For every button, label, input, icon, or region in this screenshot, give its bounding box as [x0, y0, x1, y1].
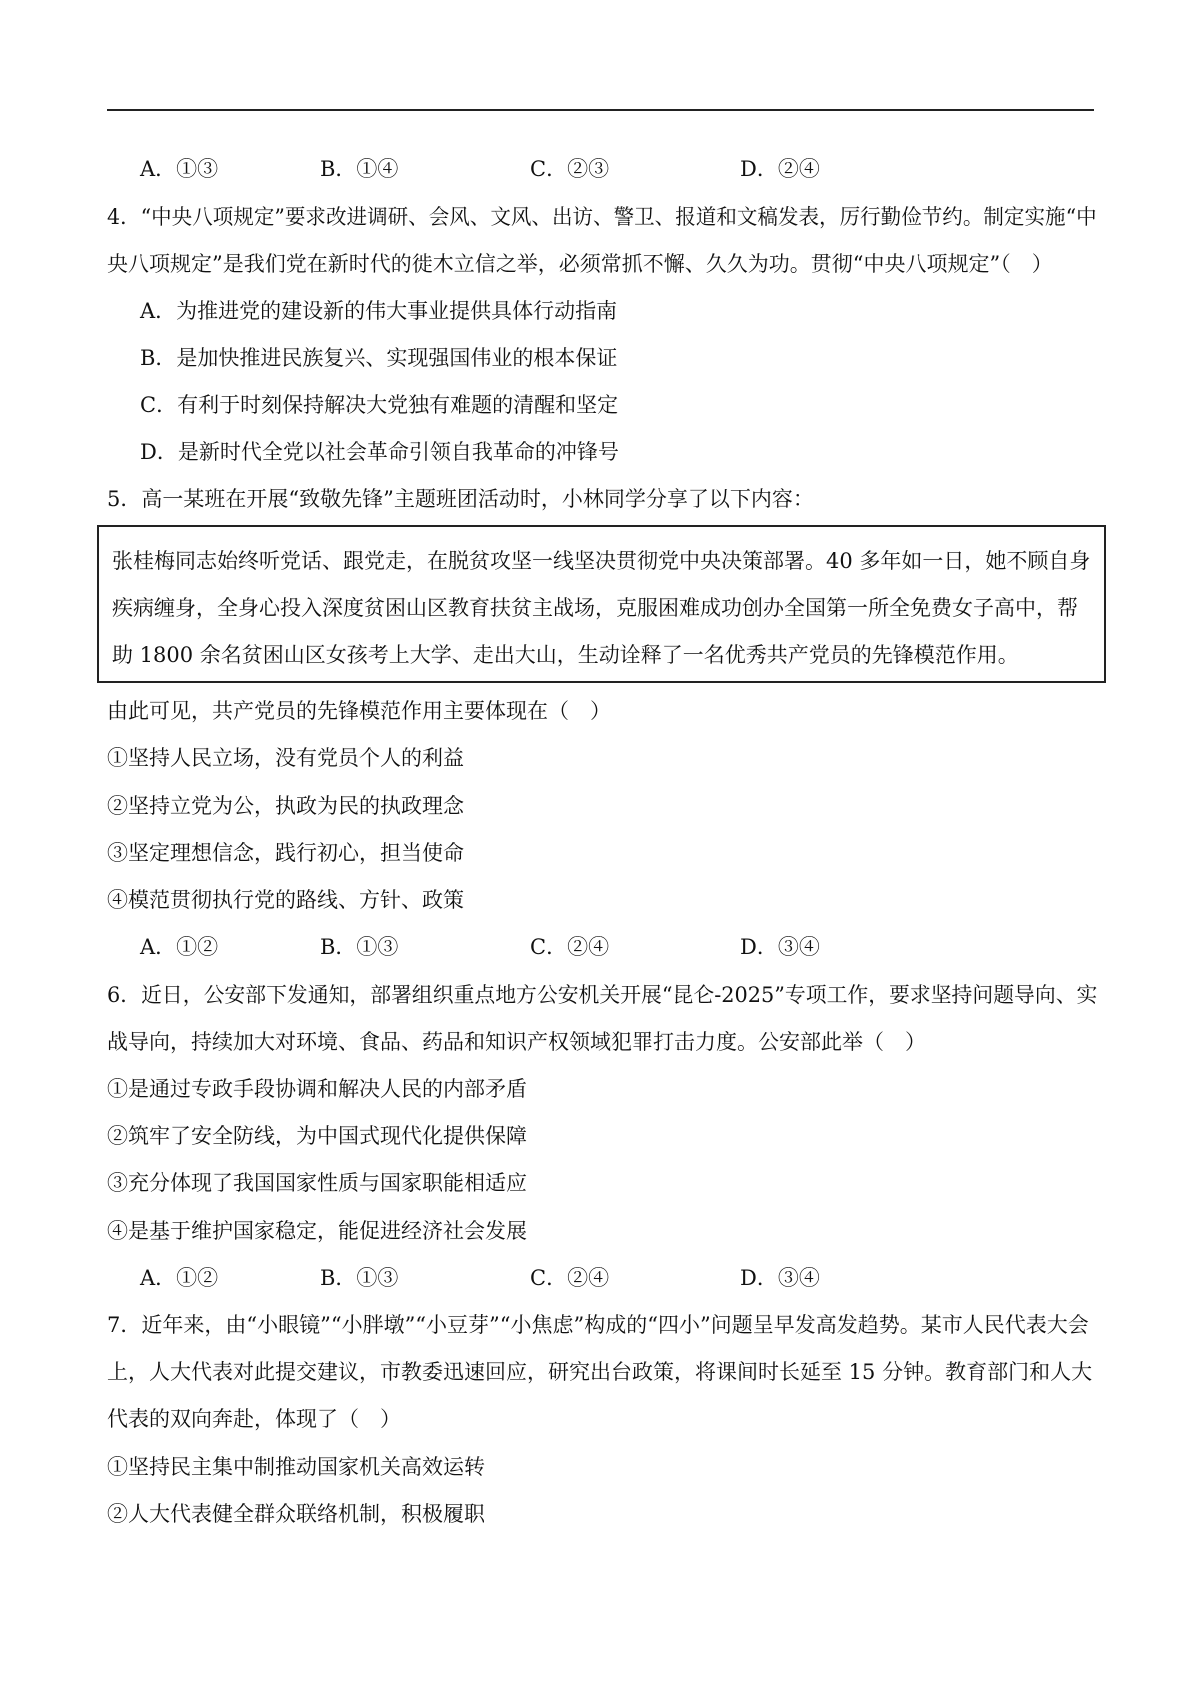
q4-choice-a: A．为推进党的建设新的伟大事业提供具体行动指南 [140, 299, 618, 323]
q5-item-1: ①坚持人民立场，没有党员个人的利益 [107, 746, 464, 770]
q6-item-4: ④是基于维护国家稳定，能促进经济社会发展 [107, 1219, 527, 1243]
q6-option-c: C．②④ [530, 1266, 610, 1290]
q5-item-3: ③坚定理想信念，践行初心，担当使命 [107, 841, 464, 865]
q5-material-line-2: 疾病缠身，全身心投入深度贫困山区教育扶贫主战场，克服困难成功创办全国第一所全免费女子高中，帮 [112, 596, 1078, 620]
q6-item-2: ②筑牢了安全防线，为中国式现代化提供保障 [107, 1124, 527, 1148]
q4-choice-b: B．是加快推进民族复兴、实现强国伟业的根本保证 [140, 346, 618, 370]
q5-stem: 5．高一某班在开展“致敬先锋”主题班团活动时，小林同学分享了以下内容： [107, 487, 814, 511]
q4-stem-line-1: 4．“中央八项规定”要求改进调研、会风、文风、出访、警卫、报道和文稿发表，厉行勤俭节约。制定实施“中 [107, 205, 1097, 229]
q3-options [140, 155, 940, 183]
q6-options [140, 1264, 940, 1292]
q6-item-1: ①是通过专政手段协调和解决人民的内部矛盾 [107, 1077, 527, 1101]
q7-stem-line-1: 7．近年来，由“小眼镜”“小胖墩”“小豆芽”“小焦虑”构成的“四小”问题呈早发高发趋势。某市人民代表大会 [107, 1313, 1089, 1337]
q4-choice-c: C．有利于时刻保持解决大党独有难题的清醒和坚定 [140, 393, 619, 417]
q6-option-b: B．①③ [320, 1266, 399, 1290]
q7-stem-line-3: 代表的双向奔赴，体现了（ ） [107, 1407, 401, 1431]
q3-option-d: D．②④ [740, 157, 820, 181]
q3-option-b: B．①④ [320, 157, 399, 181]
q6-option-a: A．①② [140, 1266, 219, 1290]
q5-option-b: B．①③ [320, 935, 399, 959]
q5-question: 由此可见，共产党员的先锋模范作用主要体现在（ ） [107, 699, 611, 723]
q4-choice-d: D．是新时代全党以社会革命引领自我革命的冲锋号 [140, 440, 619, 464]
q5-material-box [97, 525, 1106, 683]
q3-option-a: A．①③ [140, 157, 219, 181]
q7-item-2: ②人大代表健全群众联络机制，积极履职 [107, 1502, 485, 1526]
header-rule [107, 109, 1094, 111]
q6-option-d: D．③④ [740, 1266, 820, 1290]
q5-options [140, 933, 940, 961]
q5-item-2: ②坚持立党为公，执政为民的执政理念 [107, 794, 464, 818]
q5-option-a: A．①② [140, 935, 219, 959]
q5-option-c: C．②④ [530, 935, 610, 959]
q5-material-line-1: 张桂梅同志始终听党话、跟党走，在脱贫攻坚一线坚决贯彻党中央决策部署。40 多年如一日，她不顾自身 [112, 549, 1091, 573]
q4-stem-line-2: 央八项规定”是我们党在新时代的徙木立信之举，必须常抓不懈、久久为功。贯彻“中央八项规定”（ ） [107, 252, 1053, 276]
q6-stem-line-2: 战导向，持续加大对环境、食品、药品和知识产权领域犯罪打击力度。公安部此举（ ） [107, 1030, 926, 1054]
q3-option-c: C．②③ [530, 157, 610, 181]
q5-item-4: ④模范贯彻执行党的路线、方针、政策 [107, 888, 464, 912]
q7-item-1: ①坚持民主集中制推动国家机关高效运转 [107, 1455, 485, 1479]
q5-option-d: D．③④ [740, 935, 820, 959]
q7-stem-line-2: 上，人大代表对此提交建议，市教委迅速回应，研究出台政策，将课间时长延至 15 分钟。教育部门和人大 [107, 1360, 1093, 1384]
q6-item-3: ③充分体现了我国国家性质与国家职能相适应 [107, 1171, 527, 1195]
q6-stem-line-1: 6．近日，公安部下发通知，部署组织重点地方公安机关开展“昆仑-2025”专项工作，要求坚持问题导向、实 [107, 983, 1098, 1007]
q5-material-line-3: 助 1800 余名贫困山区女孩考上大学、走出大山，生动诠释了一名优秀共产党员的先锋模范作用。 [112, 643, 1019, 667]
